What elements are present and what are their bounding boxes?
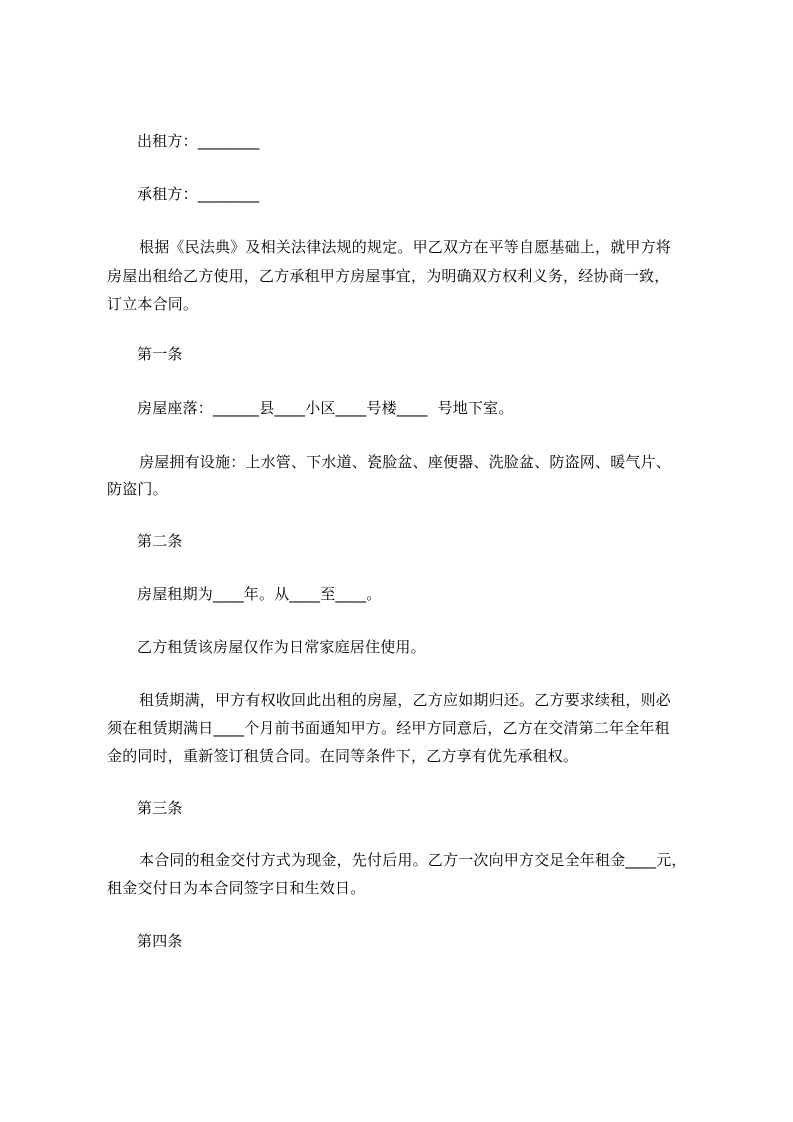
preamble-line-2: 房屋出租给乙方使用，乙方承租甲方房屋事宜，为明确双方权利义务，经协商一致， [107, 267, 670, 285]
article2-heading: 第二条 [137, 532, 183, 550]
article2-renewal-line-2: 须在租赁期满日____个月前书面通知甲方。经甲方同意后，乙方在交清第二年全年租 [107, 719, 670, 737]
article2-renewal-line-1: 租赁期满，甲方有权收回此出租的房屋，乙方应如期归还。乙方要求续租，则必 [139, 691, 672, 709]
preamble-line-1: 根据《民法典》及相关法律法规的规定。甲乙双方在平等自愿基础上，就甲方将 [139, 238, 672, 256]
article1-facilities-line-1: 房屋拥有设施：上水管、下水道、瓷脸盆、座便器、洗脸盆、防盗网、暖气片、 [139, 453, 672, 471]
article2-term: 房屋租期为____年。从____至____。 [137, 585, 382, 603]
article1-facilities-line-2: 防盗门。 [107, 480, 168, 498]
article3-heading: 第三条 [137, 799, 183, 817]
preamble-line-3: 订立本合同。 [107, 295, 199, 313]
lessee-line: 承租方：________ [137, 185, 260, 203]
article4-heading: 第四条 [137, 932, 183, 950]
article2-renewal-line-3: 金的同时，重新签订租赁合同。在同等条件下，乙方享有优先承租权。 [107, 747, 579, 765]
article1-location: 房屋座落：______县____小区____号楼____ 号地下室。 [137, 399, 514, 417]
article1-heading: 第一条 [137, 345, 183, 363]
article3-payment-line-2: 租金交付日为本合同签字日和生效日。 [107, 879, 366, 897]
article2-usage: 乙方租赁该房屋仅作为日常家庭居住使用。 [137, 638, 426, 656]
article3-payment-line-1: 本合同的租金交付方式为现金，先付后用。乙方一次向甲方交足全年租金____元， [139, 851, 687, 869]
lessor-line: 出租方：________ [137, 132, 260, 150]
